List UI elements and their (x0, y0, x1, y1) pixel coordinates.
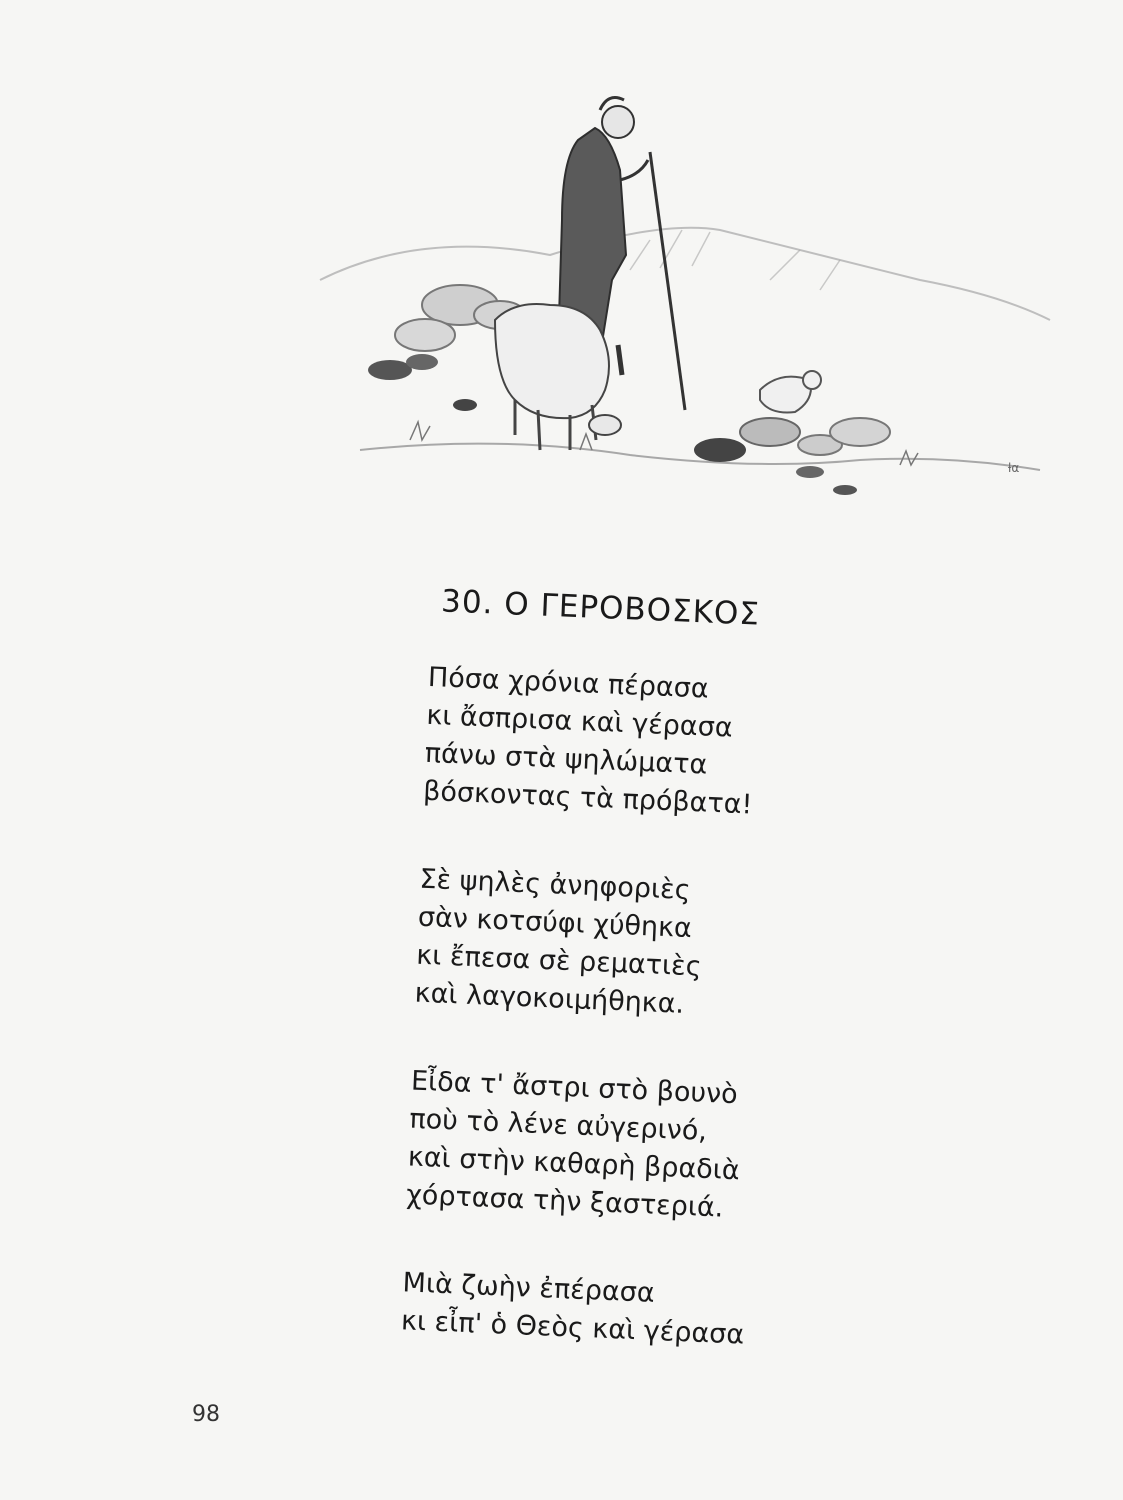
poem-line: βόσκοντας τὰ πρόβατα! (422, 775, 753, 821)
sheep-head (589, 415, 621, 435)
stanza-2 (414, 861, 878, 1032)
poem-line: Σὲ ψηλὲς ἀνηφοριὲς (418, 863, 692, 907)
shepherd-staff (650, 152, 685, 410)
poem-line: σὰν κοτσύφι χύθηκα (417, 901, 693, 945)
sheep (495, 304, 609, 418)
stanza-4 (400, 1264, 861, 1359)
poem-title: 30. Ο ΓΕΡΟΒΟΣΚΟΣ (440, 583, 761, 633)
poem-line: καὶ στὴν καθαρὴ βραδιὰ (407, 1141, 741, 1187)
rock (694, 438, 746, 462)
rock (830, 418, 890, 446)
poem-line: κι ἔπεσα σὲ ρεματιὲς (415, 939, 703, 983)
rock (395, 319, 455, 351)
stanza-3 (406, 1063, 870, 1234)
poem-line: πάνω στὰ ψηλώματα (424, 737, 708, 781)
rock (453, 399, 477, 411)
rock (740, 418, 800, 446)
stanza-1 (422, 659, 886, 830)
rock (833, 485, 857, 495)
shepherd-arm (620, 160, 648, 180)
poem-line: ποὺ τὸ λένε αὐγερινό, (408, 1103, 708, 1147)
poem-line: χόρτασα τὴν ξαστεριά. (405, 1179, 725, 1224)
artist-mark: ƚα (1008, 461, 1020, 475)
poem-line: καὶ λαγοκοιμήθηκα. (414, 977, 685, 1020)
shepherd-head (602, 106, 634, 138)
shepherd-illustration (300, 80, 1060, 540)
lamb-head (803, 371, 821, 389)
poem-line: Μιὰ ζωὴν ἐπέρασα (401, 1267, 656, 1309)
poem (376, 582, 889, 1409)
rock (368, 360, 412, 380)
rock (796, 466, 824, 478)
poem-line: κι ἄσπρισα καὶ γέρασα (425, 699, 734, 744)
poem-line: κι εἶπ' ὁ Θεὸς καὶ γέρασα (400, 1305, 745, 1351)
poem-line: Πόσα χρόνια πέρασα (427, 661, 710, 705)
poem-line: Εἶδα τ' ἄστρι στὸ βουνὸ (410, 1065, 739, 1111)
page-number: 98 (192, 1402, 220, 1427)
rock (406, 354, 438, 370)
